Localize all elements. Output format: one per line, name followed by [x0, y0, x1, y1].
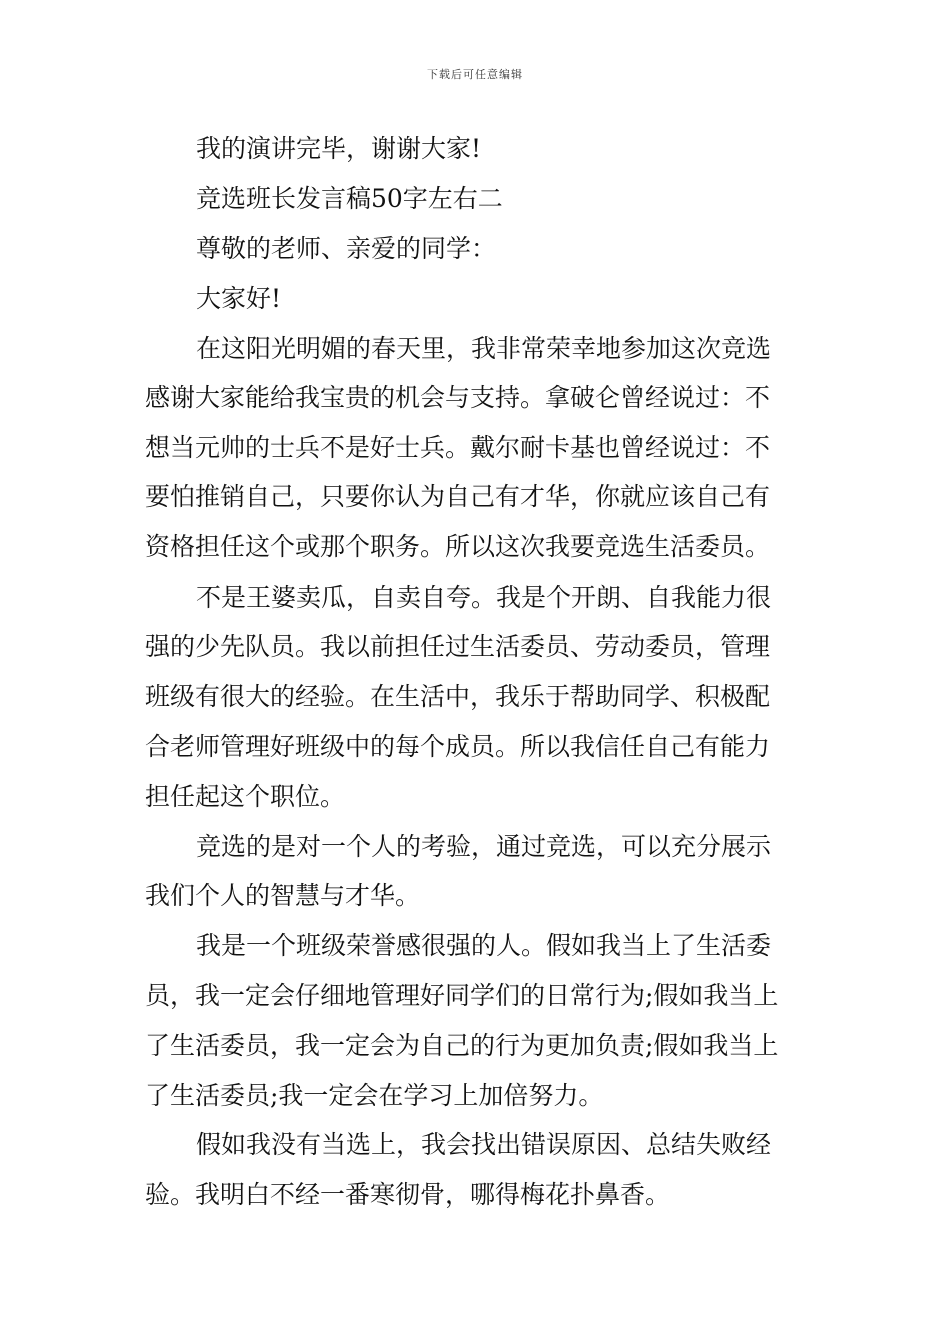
page-header: 下载后可任意编辑 [427, 68, 523, 81]
text-line: 担任起这个职位。 [145, 782, 346, 811]
text-line: 要怕推销自己，只要你认为自己有才华，你就应该自己有 [145, 482, 771, 511]
text-line: 我的演讲完毕，谢谢大家! [196, 134, 482, 163]
text-line: 强的少先队员。我以前担任过生活委员、劳动委员，管理 [145, 632, 771, 661]
text-line: 大家好! [196, 284, 282, 313]
text-line: 在这阳光明媚的春天里，我非常荣幸地参加这次竞选 [196, 334, 772, 363]
text-line: 想当元帅的士兵不是好士兵。戴尔耐卡基也曾经说过：不 [145, 433, 771, 462]
text-line: 竞选的是对一个人的考验，通过竞选，可以充分展示 [196, 832, 772, 861]
text-line: 资格担任这个或那个职务。所以这次我要竞选生活委员。 [145, 532, 771, 561]
text-line: 合老师管理好班级中的每个成员。所以我信任自己有能力 [145, 732, 771, 761]
text-line: 了生活委员;我一定会在学习上加倍努力。 [145, 1081, 604, 1110]
text-line: 竞选班长发言稿50字左右二 [196, 184, 503, 213]
text-line: 假如我没有当选上，我会找出错误原因、总结失败经 [196, 1130, 772, 1159]
text-line: 班级有很大的经验。在生活中，我乐于帮助同学、积极配 [145, 682, 771, 711]
text-line: 我们个人的智慧与才华。 [145, 881, 421, 910]
text-line: 不是王婆卖瓜，自卖自夸。我是个开朗、自我能力很 [196, 583, 772, 612]
text-line: 感谢大家能给我宝贵的机会与支持。拿破仑曾经说过：不 [145, 383, 771, 412]
text-line: 验。我明白不经一番寒彻骨，哪得梅花扑鼻香。 [145, 1180, 671, 1209]
text-line: 我是一个班级荣誉感很强的人。假如我当上了生活委 [196, 931, 772, 960]
text-line: 员，我一定会仔细地管理好同学们的日常行为;假如我当上 [145, 981, 779, 1010]
text-line: 尊敬的老师、亲爱的同学： [196, 234, 497, 263]
text-line: 了生活委员，我一定会为自己的行为更加负责;假如我当上 [145, 1031, 779, 1060]
